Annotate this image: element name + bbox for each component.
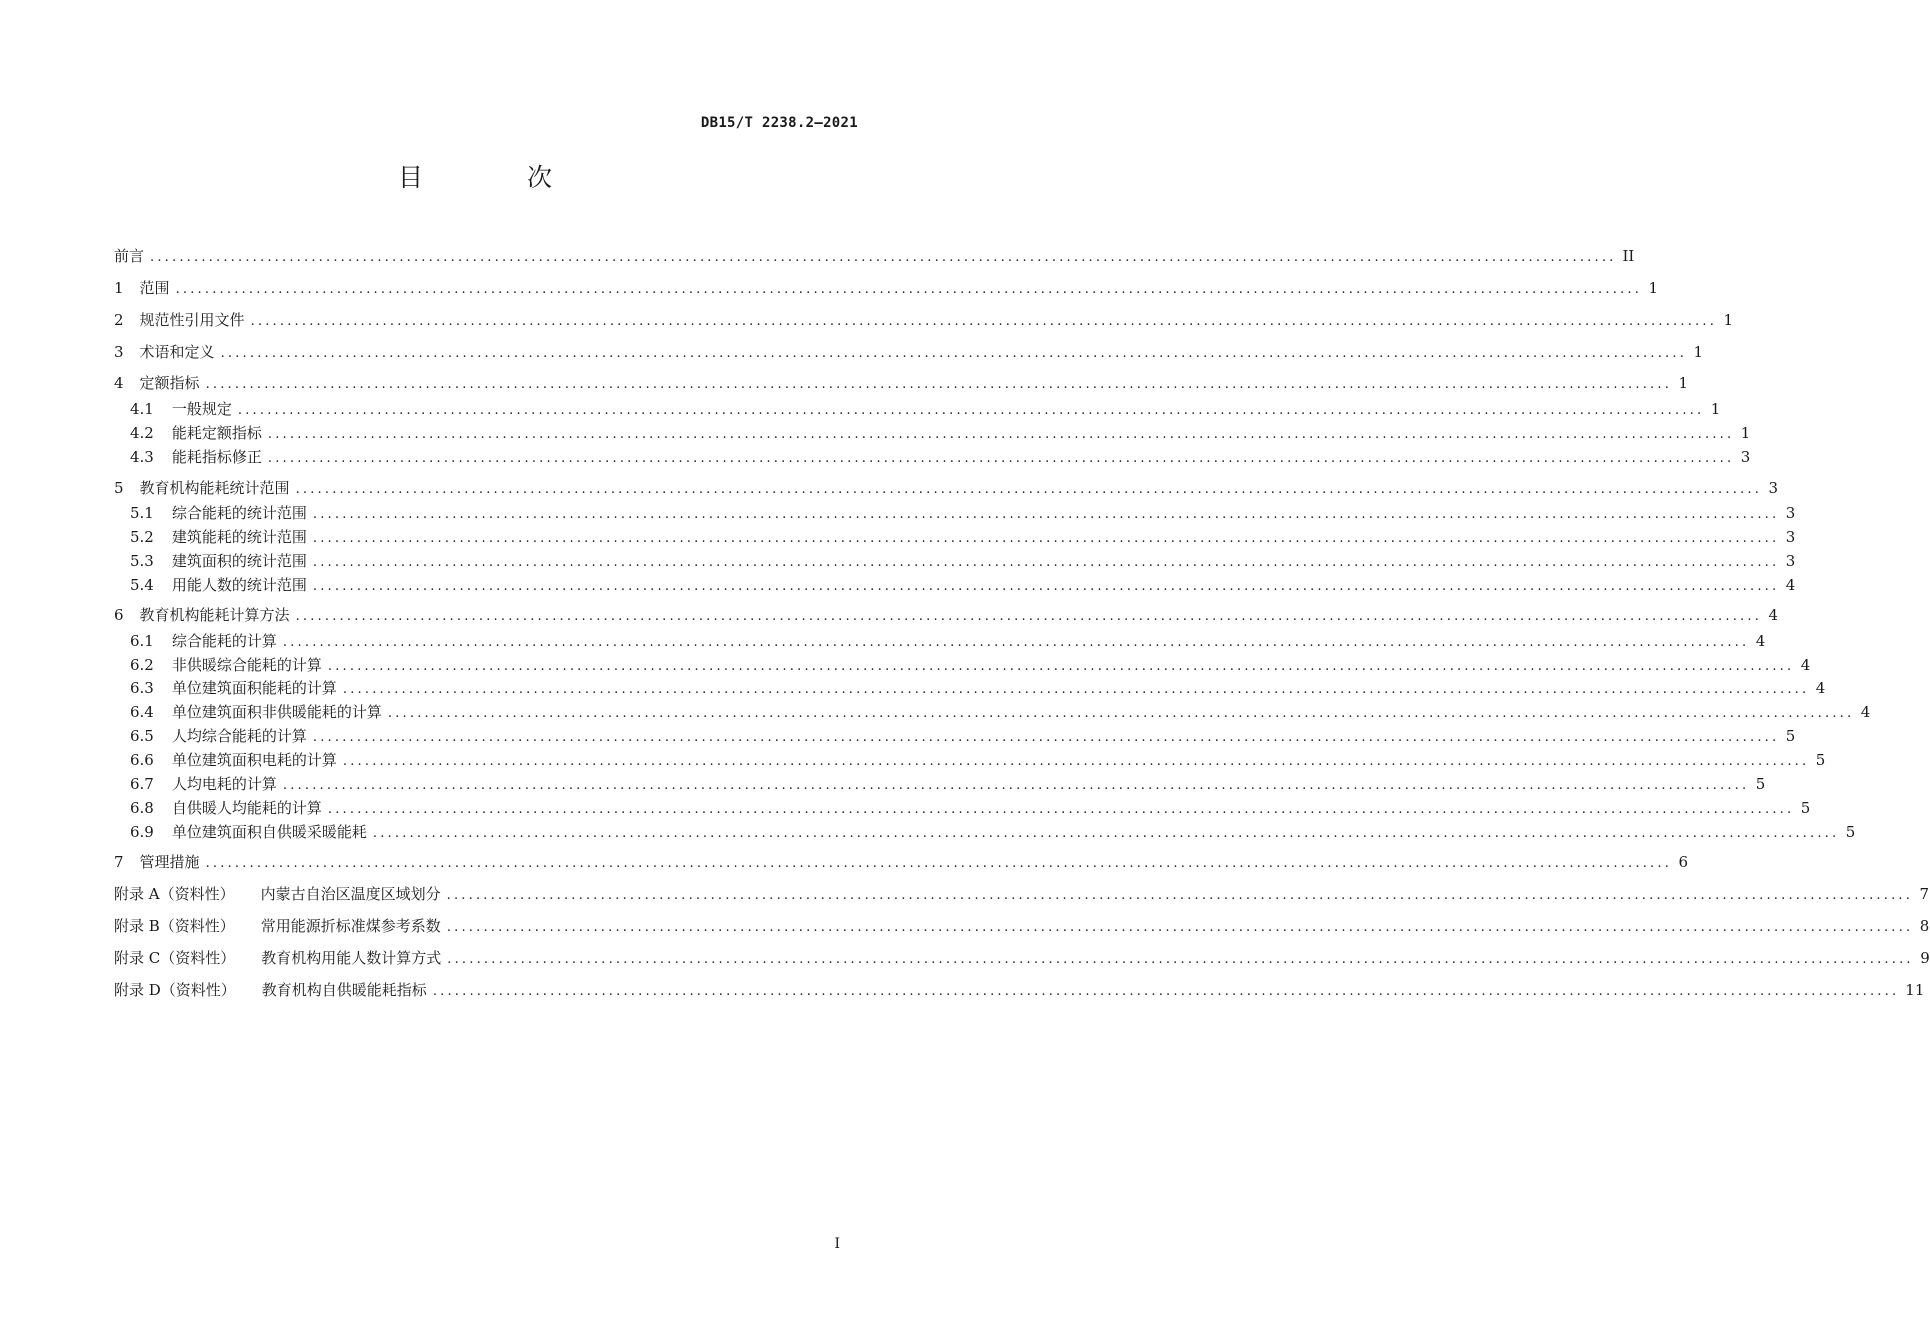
toc-entry[interactable] (114, 245, 1635, 267)
toc-entry[interactable] (130, 574, 1796, 596)
toc-entry-title: 综合能耗的统计范围 (171, 504, 307, 522)
toc-entry[interactable] (114, 372, 1689, 394)
toc-entry-title: 单位建筑面积电耗的计算 (171, 751, 337, 769)
toc-entry[interactable] (130, 821, 1856, 843)
toc-leader-dots: ........................................................................................................................................................................................................ (312, 531, 1780, 546)
toc-entry-page: 3 (1740, 448, 1751, 466)
toc-entry-page: 4 (1800, 656, 1811, 674)
toc-entry-number: 5.3 (130, 552, 154, 570)
toc-entry-number: 6.1 (130, 632, 154, 650)
toc-leader-dots: ........................................................................................................................................................................................................ (432, 984, 1900, 999)
toc-entry-number: 附录 C（资料性） (114, 949, 236, 967)
toc-entry-number: 附录 D（资料性） (114, 981, 236, 999)
toc-entry[interactable] (114, 915, 1930, 937)
toc-entry-page: 5 (1815, 751, 1826, 769)
toc-entry[interactable] (114, 979, 1925, 1001)
toc-entry-number: 6.3 (130, 679, 154, 697)
toc-entry[interactable] (130, 677, 1826, 699)
toc-entry-number: 6.6 (130, 751, 154, 769)
toc-entry-title: 常用能源折标准煤参考系数 (260, 917, 441, 935)
toc-entry[interactable] (130, 725, 1796, 747)
toc-entry-title: 人均综合能耗的计算 (171, 727, 307, 745)
toc-entry-number: 6.2 (130, 656, 154, 674)
toc-entry-title: 管理措施 (139, 853, 200, 871)
toc-leader-dots: ........................................................................................................................................................................................................ (282, 778, 1750, 793)
toc-leader-dots: ........................................................................................................................................................................................................ (312, 579, 1780, 594)
toc-entry-page: 4 (1768, 606, 1779, 624)
toc-entry-page: 4 (1785, 576, 1796, 594)
toc-entry-title: 一般规定 (171, 400, 232, 418)
toc-entry-page: 4 (1815, 679, 1826, 697)
toc-entry[interactable] (130, 701, 1871, 723)
toc-entry-page: 1 (1678, 374, 1689, 392)
toc-entry-page: 6 (1678, 853, 1689, 871)
toc-leader-dots: ........................................................................................................................................................................................................ (295, 482, 1763, 497)
toc-entry-page: 7 (1919, 885, 1930, 903)
toc-entry-page: 5 (1755, 775, 1766, 793)
toc-entry-number: 6.9 (130, 823, 154, 841)
toc-entry-number: 4.3 (130, 448, 154, 466)
toc-entry[interactable] (114, 477, 1779, 499)
toc-entry-number: 5 (114, 479, 124, 497)
toc-entry-title: 单位建筑面积能耗的计算 (171, 679, 337, 697)
toc-entry[interactable] (130, 422, 1751, 444)
toc-entry-page: 3 (1785, 504, 1796, 522)
toc-entry-title: 用能人数的统计范围 (171, 576, 307, 594)
toc-entry-number: 1 (114, 279, 124, 297)
toc-entry-number: 附录 A（资料性） (114, 885, 235, 903)
toc-entry-title: 建筑能耗的统计范围 (171, 528, 307, 546)
toc-leader-dots: ........................................................................................................................................................................................................ (446, 920, 1914, 935)
toc-entry-page: 3 (1785, 528, 1796, 546)
toc-entry-number: 5.2 (130, 528, 154, 546)
toc-entry-title: 教育机构能耗统计范围 (139, 479, 290, 497)
toc-entry-number: 5.1 (130, 504, 154, 522)
toc-entry[interactable] (130, 526, 1796, 548)
toc-leader-dots: ........................................................................................................................................................................................................ (387, 706, 1855, 721)
toc-entry-title: 单位建筑面积自供暖采暖能耗 (171, 823, 367, 841)
toc-leader-dots: ........................................................................................................................................................................................................ (150, 250, 1617, 265)
toc-entry-number: 2 (114, 311, 124, 329)
toc-leader-dots: ........................................................................................................................................................................................................ (282, 635, 1750, 650)
toc-entry-title: 前言 (114, 247, 145, 265)
toc-entry-title: 自供暖人均能耗的计算 (171, 799, 322, 817)
toc-entry-page: 4 (1755, 632, 1766, 650)
toc-entry-title: 内蒙古自治区温度区域划分 (260, 885, 441, 903)
toc-entry-title: 规范性引用文件 (139, 311, 245, 329)
toc-leader-dots: ........................................................................................................................................................................................................ (220, 346, 1688, 361)
toc-entry-page: 4 (1860, 703, 1871, 721)
toc-entry-page: 3 (1785, 552, 1796, 570)
toc-entry-title: 建筑面积的统计范围 (171, 552, 307, 570)
toc-entry-title: 范围 (139, 279, 170, 297)
toc-leader-dots: ........................................................................................................................................................................................................ (312, 730, 1780, 745)
toc-entry-title: 教育机构能耗计算方法 (139, 606, 290, 624)
page-number-footer: I (834, 1236, 840, 1252)
standard-code: DB15/T 2238.2—2021 (700, 115, 858, 131)
toc-entry-page: 5 (1845, 823, 1856, 841)
toc-entry-number: 4 (114, 374, 124, 392)
toc-entry-title: 综合能耗的计算 (171, 632, 277, 650)
toc-entry-page: 8 (1919, 917, 1930, 935)
toc-entry-title: 能耗指标修正 (171, 448, 262, 466)
toc-entry-title: 单位建筑面积非供暖能耗的计算 (171, 703, 382, 721)
toc-entry-title: 定额指标 (139, 374, 200, 392)
toc-entry[interactable] (114, 341, 1704, 363)
toc-entry-number: 4.2 (130, 424, 154, 442)
toc-entry[interactable] (114, 851, 1689, 873)
toc-leader-dots: ........................................................................................................................................................................................................ (312, 555, 1780, 570)
toc-entry-title: 非供暖综合能耗的计算 (171, 656, 322, 674)
toc-entry-number: 3 (114, 343, 124, 361)
toc-leader-dots: ........................................................................................................................................................................................................ (267, 427, 1735, 442)
toc-leader-dots: ........................................................................................................................................................................................................ (312, 507, 1780, 522)
toc-entry-number: 7 (114, 853, 124, 871)
page-title: 目 次 (398, 163, 600, 192)
toc-entry-page: 1 (1648, 279, 1659, 297)
toc-entry[interactable] (114, 309, 1734, 331)
toc-entry-page: 5 (1800, 799, 1811, 817)
toc-entry[interactable] (130, 797, 1811, 819)
toc-leader-dots: ........................................................................................................................................................................................................ (372, 826, 1840, 841)
toc-entry[interactable] (130, 630, 1766, 652)
toc-entry[interactable] (130, 550, 1796, 572)
toc-leader-dots: ........................................................................................................................................................................................................ (342, 754, 1810, 769)
toc-entry-number: 6 (114, 606, 124, 624)
toc-leader-dots: ........................................................................................................................................................................................................ (327, 802, 1795, 817)
toc-leader-dots: ........................................................................................................................................................................................................ (295, 609, 1763, 624)
toc-entry-page: 1 (1693, 343, 1704, 361)
toc-entry-page: 1 (1723, 311, 1734, 329)
toc-entry-page: 9 (1920, 949, 1930, 967)
toc-leader-dots: ........................................................................................................................................................................................................ (175, 282, 1643, 297)
toc-entry-title: 教育机构用能人数计算方式 (261, 949, 442, 967)
toc-entry-number: 6.5 (130, 727, 154, 745)
toc-entry-title: 术语和定义 (139, 343, 215, 361)
toc-entry-page: 11 (1905, 981, 1925, 999)
toc-leader-dots: ........................................................................................................................................................................................................ (446, 888, 1914, 903)
toc-entry-number: 6.4 (130, 703, 154, 721)
toc-entry[interactable] (114, 277, 1659, 299)
toc-entry-page: 1 (1740, 424, 1751, 442)
toc-entry[interactable] (130, 502, 1796, 524)
toc-entry-number: 6.8 (130, 799, 154, 817)
toc-entry[interactable] (130, 749, 1826, 771)
toc-entry-page: 5 (1785, 727, 1796, 745)
toc-entry-title: 能耗定额指标 (171, 424, 262, 442)
toc-leader-dots: ........................................................................................................................................................................................................ (447, 952, 1914, 967)
toc-entry-title: 人均电耗的计算 (171, 775, 277, 793)
toc-entry-number: 6.7 (130, 775, 154, 793)
toc-leader-dots: ........................................................................................................................................................................................................ (250, 314, 1718, 329)
toc-entry[interactable] (114, 883, 1930, 905)
toc-entry[interactable] (130, 398, 1721, 420)
toc-leader-dots: ........................................................................................................................................................................................................ (327, 659, 1795, 674)
toc-entry-number: 附录 B（资料性） (114, 917, 235, 935)
toc-entry-page: 1 (1710, 400, 1721, 418)
toc-leader-dots: ........................................................................................................................................................................................................ (205, 856, 1673, 871)
toc-entry-number: 4.1 (130, 400, 154, 418)
toc-leader-dots: ........................................................................................................................................................................................................ (342, 682, 1810, 697)
toc-entry[interactable] (114, 604, 1779, 626)
toc-entry-page: II (1622, 247, 1635, 265)
toc-leader-dots: ........................................................................................................................................................................................................ (205, 377, 1673, 392)
toc-entry-page: 3 (1768, 479, 1779, 497)
toc-entry[interactable] (114, 947, 1930, 969)
toc-leader-dots: ........................................................................................................................................................................................................ (267, 451, 1735, 466)
toc-leader-dots: ........................................................................................................................................................................................................ (237, 403, 1705, 418)
toc-entry-title: 教育机构自供暖能耗指标 (261, 981, 427, 999)
toc-entry[interactable] (130, 773, 1766, 795)
toc-entry[interactable] (130, 446, 1751, 468)
toc-entry-number: 5.4 (130, 576, 154, 594)
toc-entry[interactable] (130, 654, 1811, 676)
